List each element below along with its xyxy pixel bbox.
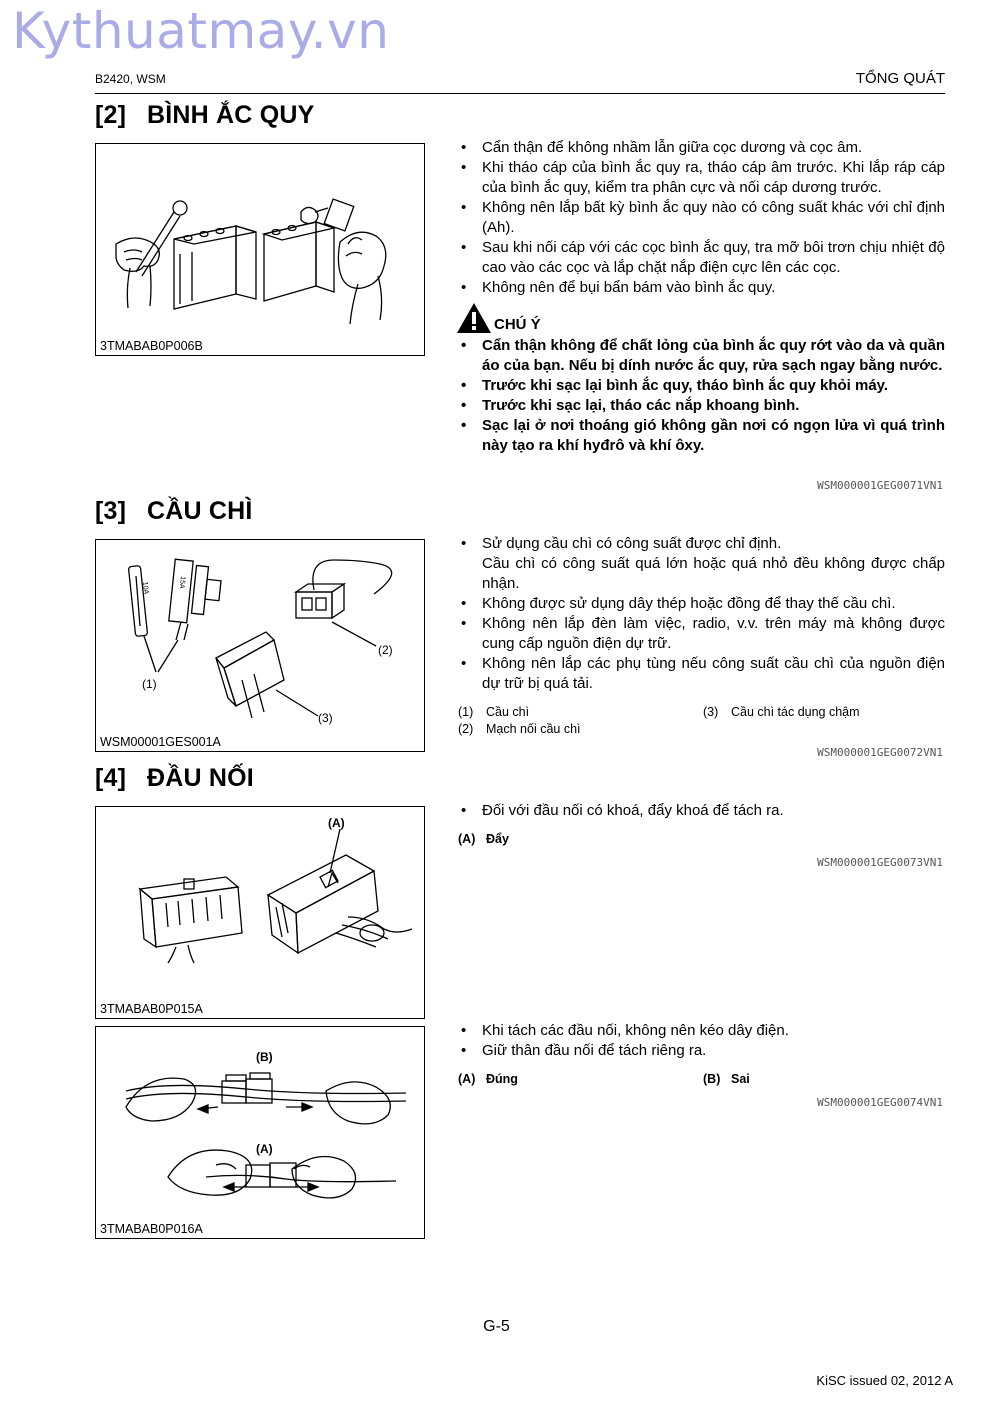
footer-issue: KiSC issued 02, 2012 A (816, 1373, 953, 1388)
list-item: • Không nên lắp các phụ tùng nếu công suất cầu chì của nguồn điện dự trữ bị quá tải. (458, 654, 945, 694)
connector-figure (95, 806, 425, 1019)
list-item: • Sau khi nối cáp với các cọc bình ắc quy, tra mỡ bôi trơn chịu nhiệt độ cao vào các cọc và lắp chặt nắp điện cực lên các cọc. (458, 238, 945, 278)
callout-3: (3) (318, 711, 333, 725)
list-item: • Không được sử dụng dây thép hoặc đồng để thay thế cầu chì. (458, 594, 945, 614)
list-item: • Giữ thân đầu nối để tách riêng ra. (458, 1041, 945, 1061)
battery-instructions (458, 138, 945, 298)
document-code: WSM000001GEG0072VN1 (817, 746, 943, 759)
battery-illustration (96, 144, 424, 355)
fuse-figure (95, 539, 425, 752)
list-item: • Không nên lắp đèn làm việc, radio, v.v. trên máy mà không được cung cấp nguồn điện dự trữ. (458, 614, 945, 654)
list-item: • Khi tách các đầu nối, không nên kéo dây điện. (458, 1021, 945, 1041)
legend-item: (3) Cầu chì tác dụng chậm (703, 705, 860, 719)
battery-figure (95, 143, 425, 356)
caution-list (458, 336, 945, 456)
fuse-illustration (96, 540, 424, 751)
warning-triangle-icon (456, 302, 492, 334)
section-title-text: CẦU CHÌ (147, 497, 253, 525)
connector-pull-illustration (96, 1027, 424, 1238)
section-title-connector (95, 764, 254, 793)
legend-item: (2) Mạch nối cầu chì (458, 722, 581, 736)
section-title-battery (95, 101, 314, 130)
legend-item: (A) Đúng (458, 1072, 518, 1086)
list-item-continuation: Cầu chì có công suất quá lớn hoặc quá nhỏ đều không được chấp nhận. (482, 555, 945, 592)
connector-pull-instructions (458, 1021, 945, 1061)
watermark: Kythuatmay.vn (12, 2, 390, 60)
section-title-fuse (95, 497, 253, 526)
section-number: [4] (95, 764, 127, 792)
figure-caption: 3TMABAB0P006B (100, 339, 203, 353)
fuse-rating-label: 15A (177, 575, 186, 589)
list-item: • Sử dụng cầu chì có công suất được chỉ định. (458, 534, 945, 554)
caution-label: CHÚ Ý (494, 316, 541, 333)
document-code: WSM000001GEG0071VN1 (817, 479, 943, 492)
callout-a: (A) (328, 816, 345, 830)
figure-caption: 3TMABAB0P015A (100, 1002, 203, 1016)
list-item: • Không nên để bụi bẩn bám vào bình ắc quy. (458, 278, 945, 298)
section-title-text: ĐẦU NỐI (147, 764, 254, 792)
list-item: • Trước khi sạc lại, tháo các nắp khoang bình. (458, 396, 945, 416)
document-code: WSM000001GEG0074VN1 (817, 1096, 943, 1109)
callout-a: (A) (256, 1142, 273, 1156)
figure-caption: 3TMABAB0P016A (100, 1222, 203, 1236)
section-title-text: BÌNH ẮC QUY (147, 101, 315, 129)
page-number: G-5 (483, 1318, 510, 1335)
list-item: • Khi tháo cáp của bình ắc quy ra, tháo cáp âm trước. Khi lắp ráp cáp của bình ắc quy, kiểm tra phân cực và nối cáp dương trước. (458, 158, 945, 198)
section-number: [2] (95, 101, 127, 129)
callout-1: (1) (142, 677, 157, 691)
list-item: • Trước khi sạc lại bình ắc quy, tháo bình ắc quy khỏi máy. (458, 376, 945, 396)
figure-caption: WSM00001GES001A (100, 735, 221, 749)
fuse-instructions (458, 534, 945, 694)
connector-instructions (458, 801, 945, 821)
list-item: • Đối với đầu nối có khoá, đẩy khoá để tách ra. (458, 801, 945, 821)
legend-item: (A) Đẩy (458, 832, 509, 846)
connector-pull-figure (95, 1026, 425, 1239)
section-number: [3] (95, 497, 127, 525)
legend-item: (B) Sai (703, 1072, 750, 1086)
document-code: WSM000001GEG0073VN1 (817, 856, 943, 869)
header-model: B2420, WSM (95, 72, 166, 86)
list-item: • Sạc lại ở nơi thoáng gió không gần nơi có ngọn lửa vì quá trình này tạo ra khí hyđrô và khí ôxy. (458, 416, 945, 456)
header-chapter: TỔNG QUÁT (855, 70, 945, 87)
callout-b: (B) (256, 1050, 273, 1064)
callout-2: (2) (378, 643, 393, 657)
list-item: • Cẩn thận để không nhầm lẫn giữa cọc dương và cọc âm. (458, 138, 945, 158)
header-rule (95, 93, 945, 94)
fuse-rating-label: 10A (141, 581, 150, 595)
list-item: • Cẩn thận không để chất lỏng của bình ắc quy rớt vào da và quần áo của bạn. Nếu bị dính nước ắc quy, rửa sạch ngay bằng nước. (458, 336, 945, 376)
list-item: • Không nên lắp bất kỳ bình ắc quy nào có công suất khác với chỉ định (Ah). (458, 198, 945, 238)
connector-illustration (96, 807, 424, 1018)
legend-item: (1) Cầu chì (458, 705, 530, 719)
